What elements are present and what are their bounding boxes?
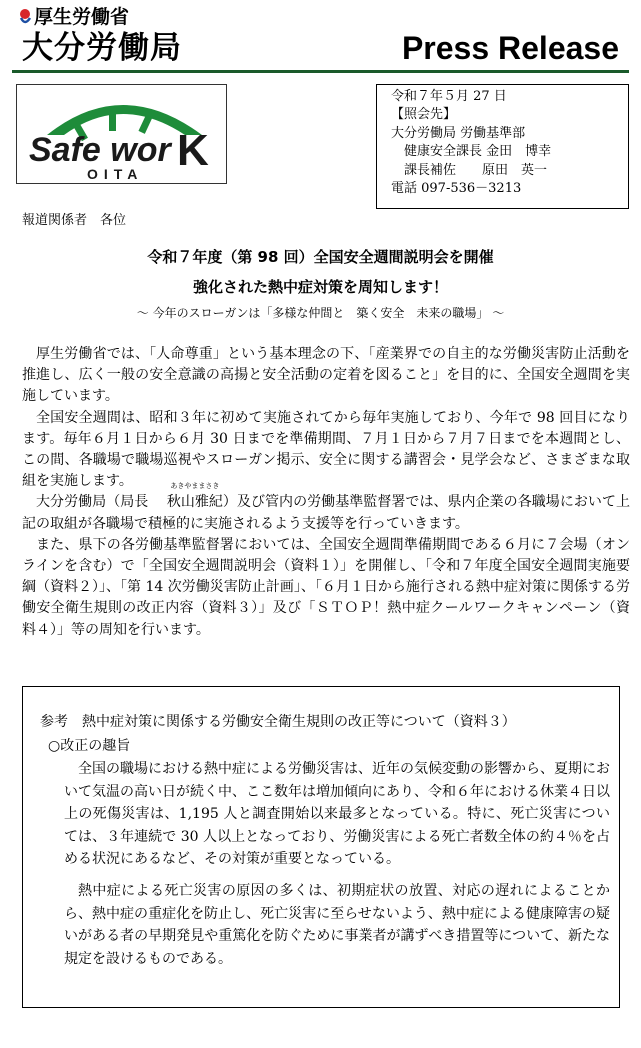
reference-paragraph-1: 全国の職場における熱中症による労働災害は、近年の気候変動の影響から、夏期において気温の高い日が続く中、ここ数年は増加傾向にあり、令和６年における休業４日以上の死傷災害は、1,195 人と調査開始以来最多となっている。特に、死亡災害については、３年連続で 30 人以上となっており、労働災害による死亡者数全体の約４％を占める状況にあるなど、その対策が重要となっている。 xyxy=(64,761,610,868)
slogan-line: ～ 今年のスローガンは「多様な仲間と 築く安全 未来の職場」 ～ xyxy=(136,306,505,320)
header-rule xyxy=(12,70,629,73)
ministry-name xyxy=(18,6,129,28)
safe-work-logo xyxy=(16,84,227,184)
recipient-line: 報道関係者 各位 xyxy=(22,213,127,228)
safe-work-logo-graphic xyxy=(17,85,226,183)
reference-paragraph-2: 熱中症による死亡災害の原因の多くは、初期症状の放置、対応の遅れによることから、熱中症の重症化を防止し、死亡災害に至らせないよう、熱中症による健康障害の疑いがある者の早期発見や重篤化を防ぐために事業者が講ずべき措置等について、新たな規定を設けるものである。 xyxy=(64,882,610,967)
director-name-ruby: あきやままさき xyxy=(170,482,220,491)
contact-label: 【照会先】 xyxy=(391,107,457,123)
logo-word-oita: OITA xyxy=(87,166,144,182)
reference-body xyxy=(64,758,610,979)
contact-phone: 電話 097-536－3213 xyxy=(391,181,522,197)
body-paragraph-3: 大分労働局（局長 あきやままさき 秋山雅紀）及び管内の労働基準監督署では、県内企業の各職場において上記の取組が各職場で積極的に実施されるよう支援等を行っていきます。 xyxy=(22,482,631,532)
ministry-emblem-icon xyxy=(18,8,32,26)
contact-department: 大分労働局 労働基準部 xyxy=(391,125,526,141)
reference-heading: 参考 熱中症対策に関係する労働安全衛生規則の改正等について（資料３） xyxy=(40,714,516,730)
logo-word-safe-work: Safe wor xyxy=(29,131,171,169)
ministry-label: 厚生労働省 xyxy=(34,6,130,28)
contact-box xyxy=(376,84,629,209)
release-date: 令和７年５月 27 日 xyxy=(391,89,507,104)
logo-word-k: K xyxy=(177,126,209,175)
body-text xyxy=(22,344,630,641)
bureau-name: 大分労働局 xyxy=(22,30,182,66)
contact-chief: 健康安全課長 金田 博幸 xyxy=(404,144,552,160)
contact-deputy: 課長補佐 原田 英一 xyxy=(404,162,548,178)
body-paragraph-1: 厚生労働省では、「人命尊重」という基本理念の下、「産業界での自主的な労働災害防止活動を推進し、広く一般の安全意識の高揚と安全活動の定着を図ること」を目的に、全国安全週間を実施しています。 xyxy=(22,346,630,405)
sub-title: 強化された熱中症対策を周知します！ xyxy=(192,278,448,296)
body-paragraph-2: 全国安全週間は、昭和３年に初めて実施されてから毎年実施しており、今年で 98 回目になります。毎年６月１日から６月 30 日までを準備期間、７月１日から７月７日までを本週間とし、この間、各職場で職場巡視やスローガン掲示、安全に関する講習会・見学会など、さまざまな取組を実施します。 xyxy=(22,409,630,490)
reference-subheading: ○改正の趣旨 xyxy=(48,738,131,754)
press-release-title: Press Release xyxy=(401,30,619,66)
main-title: 令和７年度（第 98 回）全国安全週間説明会を開催 xyxy=(147,248,494,266)
director-name: あきやままさき 秋山雅紀 xyxy=(153,492,223,513)
body-paragraph-4: また、県下の各労働基準監督署においては、全国安全週間準備期間である６月に７会場（オンラインを含む）で「全国安全週間説明会（資料１）」を開催し、「令和７年度全国安全週間実施要綱（資料２）」、「第 14 次労働災害防止計画」、「６月１日から施行される熱中症対策に関係する労働安全衛生規則の改正内容（資料３）」及び「ＳＴＯＰ！熱中症クールワークキャンペーン（資料４）」等の周知を行います。 xyxy=(22,536,630,638)
